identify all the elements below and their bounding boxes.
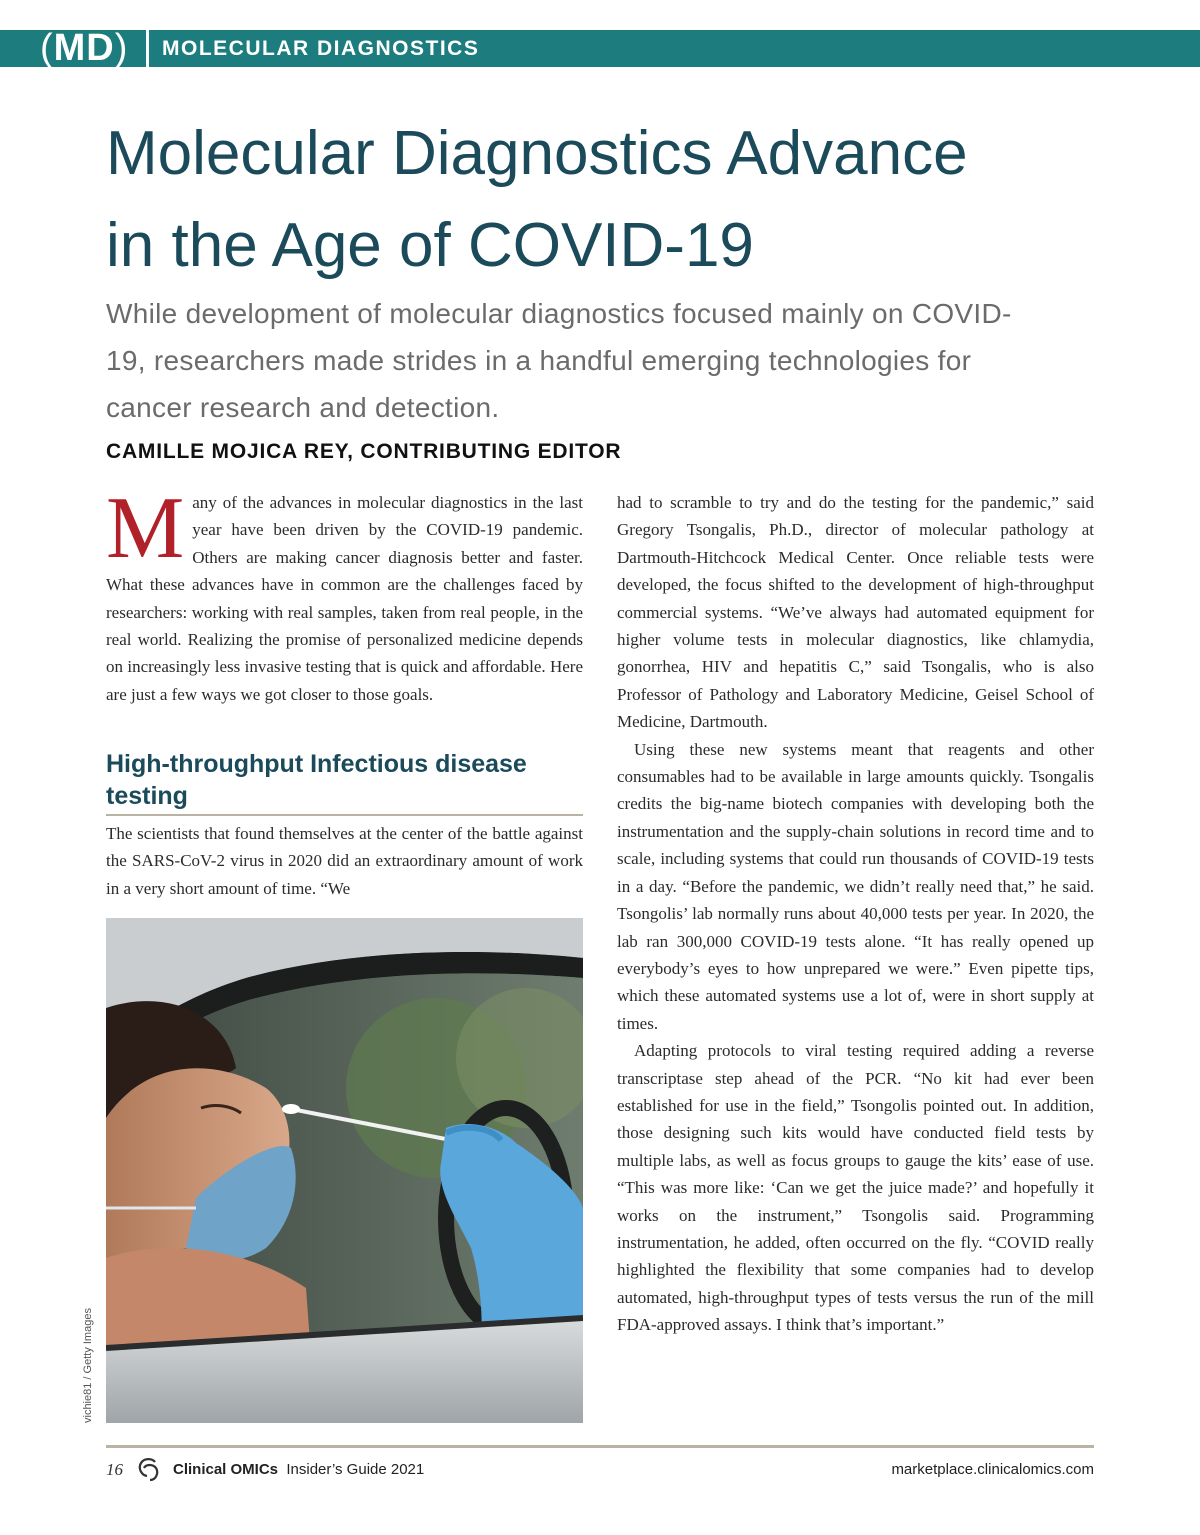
band-divider	[146, 30, 149, 67]
section-heading: High-throughput Infectious disease testing	[106, 750, 527, 810]
md-logo: (MD)	[40, 27, 129, 69]
right-paragraph-3: Adapting protocols to viral testing required adding a reverse transcriptase step ahead of the PCR. “No kit had ever been established for use in the field,” Tsongolis pointed out. In addition, those designing such kits would have conducted field tests by multiple labs, as well as focus groups to gauge the kits’ ease of use. “This was more like: ‘Can we get the juice made?’ and hopefully it works on the instrument,” Tsongolis said. Programming instrumentation, he added, often occurred on the fly. “COVID really highlighted the flexibility that some companies had to develop automated, high-throughput types of tests versus the run of the mill FDA-approved assays. I think that’s important.”	[617, 1041, 1094, 1335]
section-label: MOLECULAR DIAGNOSTICS	[162, 37, 480, 60]
section-paragraph: The scientists that found themselves at the center of the battle against the SARS-CoV-2 virus in 2020 did an extraordinary amount of work in a very short amount of time. “We	[106, 824, 583, 898]
section-body	[106, 820, 583, 902]
photo-credit: vichie81 / Getty Images	[82, 1308, 94, 1423]
right-paragraph-1: had to scramble to try and do the testing for the pandemic,” said Gregory Tsongalis, Ph.D., director of molecular pathology at Dartmouth-Hitchcock Medical Center. Once reliable tests were developed, the focus shifted to the development of high-throughput commercial systems. “We’ve always had automated equipment for higher volume tests in molecular diagnostics, like chlamydia, gonorrhea, HIV and hepatitis C,” said Tsongalis, who is also Professor of Pathology and Laboratory Medicine, Geisel School of Medicine, Dartmouth.	[617, 493, 1094, 732]
title-line-1: Molecular Diagnostics Advance	[106, 119, 968, 188]
swab-test-photo	[106, 918, 583, 1423]
clinical-omics-logo-icon	[135, 1456, 163, 1482]
footer-url[interactable]: marketplace.clinicalomics.com	[891, 1461, 1094, 1478]
right-paragraph-2: Using these new systems meant that reagents and other consumables had to be available in large amounts quickly. Tsongalis credits the big-name biotech companies with developing both the instrumentation and the supply-chain solutions in record time and to scale, including systems that could run thousands of COVID-19 tests in a day. “Before the pandemic, we didn’t really need that,” he said. Tsongolis’ lab normally runs about 40,000 tests per year. In 2020, the lab ran 300,000 COVID-19 tests alone. “It has really opened up everybody’s eyes to how unprepared we were.” Even pipette tips, which these automated systems use a lot of, were in short supply at times.	[617, 739, 1094, 1033]
byline: CAMILLE MOJICA REY, CONTRIBUTING EDITOR	[106, 440, 622, 463]
footer-rule	[106, 1445, 1094, 1448]
intro-column	[106, 480, 583, 708]
article-subtitle: While development of molecular diagnostics focused mainly on COVID-19, researchers made strides in a handful emerging technologies for cancer research and detection.	[106, 298, 1012, 423]
title-line-2: in the Age of COVID-19	[106, 211, 754, 280]
photo-illustration	[106, 918, 583, 1423]
right-column	[617, 489, 1094, 1339]
brand-name: Clinical OMICs	[173, 1461, 279, 1478]
drop-cap: M	[106, 480, 185, 577]
section-rule	[106, 814, 583, 816]
intro-paragraph: any of the advances in molecular diagnostics in the last year have been driven by the COVID-19 pandemic. Others are making cancer diagnosis better and faster. What these advances have in common are the challenges faced by researchers: working with real samples, taken from real people, in the real world. Realizing the promise of personalized medicine depends on increasingly less invasive testing that is quick and affordable. Here are just a few ways we got closer to those goals.	[106, 493, 583, 704]
publication-name: Insider’s Guide 2021	[286, 1461, 425, 1478]
page-number: 16	[106, 1460, 123, 1479]
footer-brand	[173, 1461, 424, 1478]
article-title	[106, 108, 1126, 292]
